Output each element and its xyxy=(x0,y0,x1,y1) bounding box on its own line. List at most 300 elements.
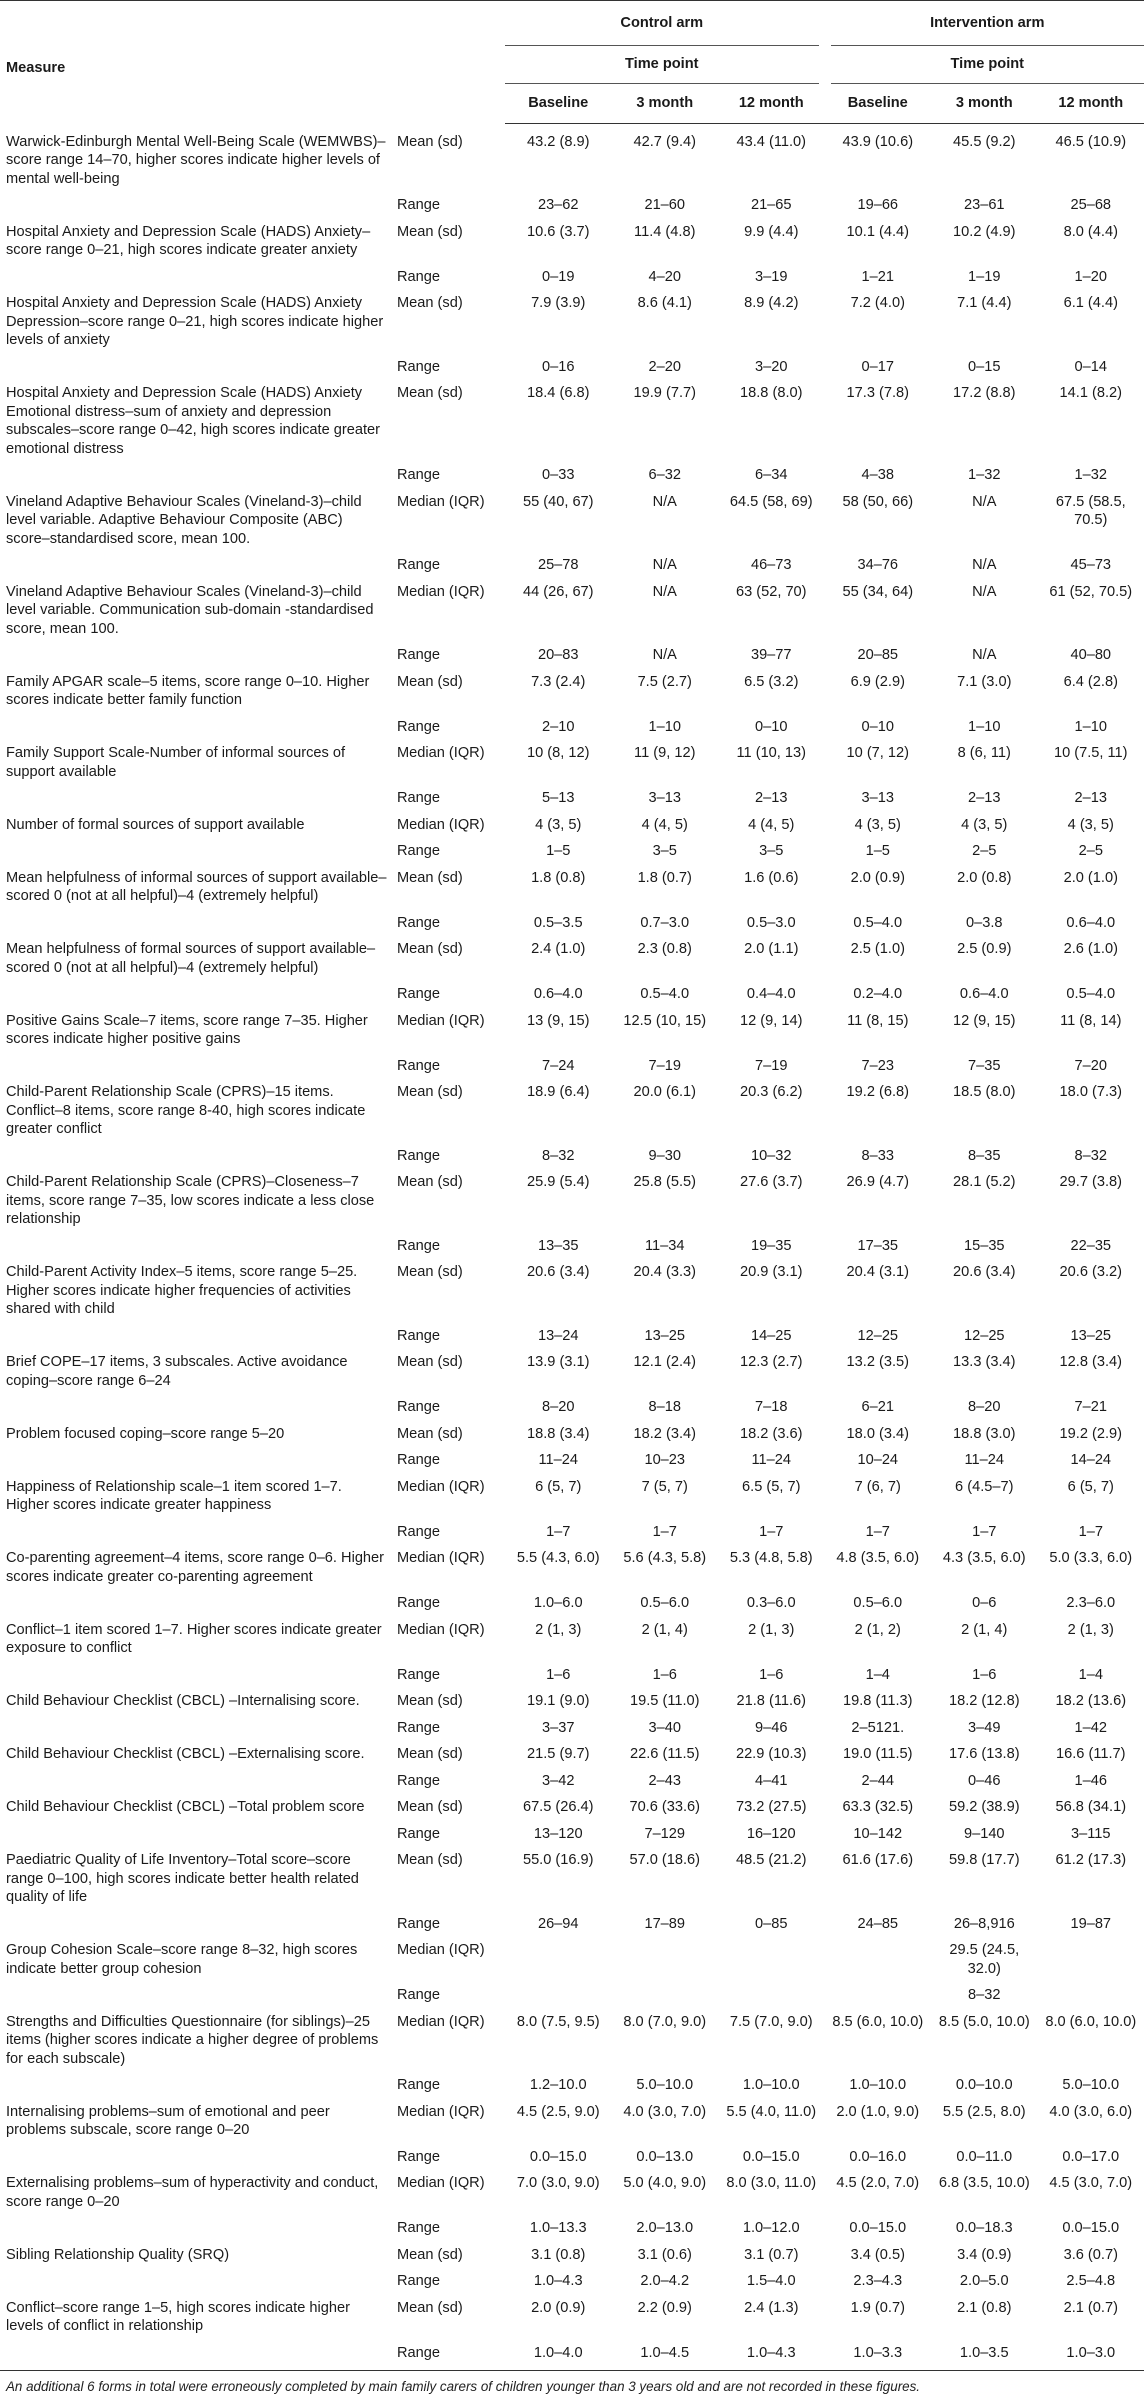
value-cell: 9–30 xyxy=(648,1147,681,1164)
value-cell: 0.0–10.0 xyxy=(955,2077,1013,2093)
table-row xyxy=(0,264,1144,291)
measure-cell xyxy=(0,785,395,812)
intervention-time-point-label: Time point xyxy=(831,46,1144,84)
value-cell: 19.2 (2.9) xyxy=(1059,1425,1122,1442)
statistic-cell: Range xyxy=(397,557,441,573)
value-cell: 2–5 xyxy=(1078,843,1103,859)
value-cell: 2.3–6.0 xyxy=(1066,1595,1116,1611)
header-control-12month: 12 month xyxy=(718,84,825,124)
value-cell: 0–14 xyxy=(1074,358,1107,375)
value-cell: 1–10 xyxy=(968,718,1001,735)
table-row xyxy=(0,2170,1144,2215)
value-cell: 16–120 xyxy=(746,1825,796,1842)
value-cell: 1.0–10.0 xyxy=(849,2077,907,2093)
statistic-cell: Range xyxy=(397,1666,441,1683)
header-intervention-time-point xyxy=(825,46,1144,84)
value-cell: 1–6 xyxy=(652,1666,677,1683)
statistic-cell: Range xyxy=(397,2273,441,2289)
value-cell: N/A xyxy=(972,493,997,510)
value-cell: 0.0–15.0 xyxy=(529,2148,587,2165)
value-cell: 19–66 xyxy=(857,197,899,213)
value-cell: 1.0–3.5 xyxy=(931,2340,1038,2371)
value-cell: 9–140 xyxy=(963,1825,1005,1842)
value-cell: 73.2 (27.5) xyxy=(735,1799,807,1815)
statistic-cell: Median (IQR) xyxy=(397,745,485,761)
value-cell: 2–13 xyxy=(968,790,1001,806)
value-cell: 12–25 xyxy=(857,1327,899,1344)
value-cell: 42.7 (9.4) xyxy=(633,134,696,150)
value-cell: 8 (6, 11) xyxy=(957,745,1011,761)
table-row xyxy=(0,1821,1144,1848)
value-cell: 2–10 xyxy=(542,718,575,735)
statistic-cell: Mean (sd) xyxy=(397,1799,463,1815)
measure-cell xyxy=(0,1233,395,1260)
value-cell: 0.0–18.3 xyxy=(955,2220,1013,2236)
statistic-cell: Median (IQR) xyxy=(397,493,485,510)
statistic-cell: Range xyxy=(397,986,441,1002)
statistic-cell: Range xyxy=(397,1237,441,1254)
table-row xyxy=(0,714,1144,741)
value-cell: 4.0 (3.0, 7.0) xyxy=(623,2103,707,2120)
table-row xyxy=(0,354,1144,381)
value-cell: 17–35 xyxy=(857,1237,899,1254)
table-row xyxy=(0,1079,1144,1143)
value-cell: 10 (7, 12) xyxy=(846,745,909,761)
value-cell: 2–5 xyxy=(972,843,997,859)
table-row xyxy=(0,1662,1144,1689)
value-cell: 2 (1, 4) xyxy=(641,1621,688,1638)
value-cell: 1.0–10.0 xyxy=(742,2077,800,2093)
value-cell: 8.0 (3.0, 11.0) xyxy=(726,2175,817,2191)
value-cell: 24–85 xyxy=(857,1915,899,1932)
statistic-cell: Mean (sd) xyxy=(397,673,463,690)
statistic-cell: Median (IQR) xyxy=(397,583,485,600)
value-cell: N/A xyxy=(652,647,677,663)
value-cell: N/A xyxy=(652,493,677,510)
table-row xyxy=(0,462,1144,489)
value-cell: 3.4 (0.9) xyxy=(957,2246,1012,2263)
measure-cell xyxy=(0,552,395,579)
value-cell: 12.8 (3.4) xyxy=(1059,1354,1122,1370)
statistic-cell: Range xyxy=(397,1987,441,2003)
measure-cell xyxy=(0,1394,395,1421)
table-row xyxy=(0,1519,1144,1546)
table-row xyxy=(0,2340,1144,2371)
value-cell: 5.0–10.0 xyxy=(636,2077,694,2093)
value-cell: 2.1 (0.8) xyxy=(957,2299,1012,2316)
table-row xyxy=(0,489,1144,553)
value-cell: 13.3 (3.4) xyxy=(953,1354,1016,1370)
value-cell: 20.4 (3.3) xyxy=(633,1264,696,1280)
value-cell: 13–24 xyxy=(537,1327,579,1344)
value-cell: 2.0–4.2 xyxy=(640,2273,690,2289)
measure-cell xyxy=(0,1323,395,1350)
header-intervention-3month: 3 month xyxy=(931,84,1038,124)
measure-cell xyxy=(0,192,395,219)
measure-cell: Happiness of Relationship scale–1 item scored 1–7. Higher scores indicate greater happiness xyxy=(6,1478,342,1513)
value-cell xyxy=(825,1982,932,2009)
statistic-cell: Mean (sd) xyxy=(397,1746,463,1762)
statistic-cell: Range xyxy=(397,1772,441,1789)
measure-cell xyxy=(0,1662,395,1689)
statistic-cell: Range xyxy=(397,2220,441,2236)
value-cell: 3–37 xyxy=(542,1719,575,1736)
value-cell: 18.2 (13.6) xyxy=(1055,1693,1127,1709)
value-cell: 2.5 (1.0) xyxy=(850,941,905,957)
value-cell: 8.5 (5.0, 10.0) xyxy=(938,2013,1030,2030)
value-cell: 2.4 (1.3) xyxy=(744,2299,799,2316)
value-cell: 43.2 (8.9) xyxy=(527,134,590,150)
value-cell: 0.5–3.0 xyxy=(746,914,796,931)
value-cell: 18.2 (3.4) xyxy=(633,1425,696,1442)
value-cell: 13–120 xyxy=(533,1825,583,1842)
statistic-cell: Range xyxy=(397,467,441,483)
statistic-cell: Mean (sd) xyxy=(397,869,463,886)
measure-cell: Hospital Anxiety and Depression Scale (HADS) Anxiety Emotional distress–sum of anxiety and depression subscales–score range 0–42, high scores indicate greater emotional distress xyxy=(6,385,380,457)
value-cell: 25–78 xyxy=(537,557,579,573)
measure-cell xyxy=(0,838,395,865)
value-cell: 2.6 (1.0) xyxy=(1063,941,1118,957)
value-cell: 9.9 (4.4) xyxy=(744,223,799,240)
value-cell: 5.3 (4.8, 5.8) xyxy=(729,1550,813,1566)
value-cell: 4.5 (2.0, 7.0) xyxy=(836,2175,920,2191)
value-cell: 7–19 xyxy=(755,1057,788,1074)
value-cell xyxy=(505,1937,612,1982)
value-cell: 12.1 (2.4) xyxy=(633,1354,696,1370)
value-cell: 3–13 xyxy=(648,790,681,806)
value-cell: 21–65 xyxy=(750,197,792,213)
value-cell: 12 (9, 15) xyxy=(953,1012,1016,1029)
value-cell: 19.5 (11.0) xyxy=(630,1693,700,1709)
value-cell: N/A xyxy=(652,557,677,573)
value-cell: 1.0–6.0 xyxy=(533,1595,583,1611)
value-cell: 43.9 (10.6) xyxy=(842,134,914,150)
value-cell: 1.0–4.3 xyxy=(718,2340,825,2371)
value-cell: 25–68 xyxy=(1070,197,1112,213)
value-cell xyxy=(718,1982,825,2009)
value-cell: 13 (9, 15) xyxy=(527,1012,590,1029)
value-cell: 2.2 (0.9) xyxy=(637,2299,692,2316)
table-body xyxy=(0,124,1144,2371)
statistic-cell: Median (IQR) xyxy=(397,816,485,833)
statistic-cell: Median (IQR) xyxy=(397,2013,485,2030)
table-row xyxy=(0,1394,1144,1421)
value-cell: 5.5 (2.5, 8.0) xyxy=(942,2103,1026,2120)
value-cell: 4 (3, 5) xyxy=(961,816,1008,833)
value-cell: 18.0 (7.3) xyxy=(1059,1084,1122,1100)
value-cell: 2.3–4.3 xyxy=(853,2273,903,2289)
value-cell: 4.5 (3.0, 7.0) xyxy=(1049,2175,1133,2191)
value-cell: 70.6 (33.6) xyxy=(629,1799,701,1815)
value-cell: 4 (3, 5) xyxy=(535,816,582,833)
statistic-cell: Range xyxy=(397,843,441,859)
value-cell: 1–5 xyxy=(865,843,890,859)
table-row xyxy=(0,1688,1144,1715)
value-cell: 2.0 (1.1) xyxy=(744,941,799,957)
statistic-cell: Range xyxy=(397,2148,441,2165)
value-cell: 14.1 (8.2) xyxy=(1059,385,1122,401)
value-cell: 34–76 xyxy=(857,557,899,573)
table-row xyxy=(0,2009,1144,2073)
value-cell: 20.0 (6.1) xyxy=(633,1084,696,1100)
value-cell: 25.8 (5.5) xyxy=(633,1174,696,1190)
table-row xyxy=(0,2144,1144,2171)
value-cell: 11–24 xyxy=(538,1452,578,1468)
value-cell: 2–13 xyxy=(755,790,788,806)
table-header xyxy=(0,1,1144,124)
statistic-cell: Range xyxy=(395,2340,505,2371)
value-cell: 13.2 (3.5) xyxy=(846,1354,909,1370)
value-cell: 7.5 (2.7) xyxy=(637,673,692,690)
value-cell: 43.4 (11.0) xyxy=(736,134,806,150)
value-cell: 1.0–4.3 xyxy=(533,2273,583,2289)
measure-cell xyxy=(0,1911,395,1938)
value-cell: 7.1 (3.0) xyxy=(957,673,1012,690)
measure-cell: Co-parenting agreement–4 items, score range 0–6. Higher scores indicate greater co-parenting agreement xyxy=(6,1550,385,1585)
value-cell: 45–73 xyxy=(1070,557,1112,573)
value-cell: 1–10 xyxy=(1074,718,1107,735)
value-cell: 1–20 xyxy=(1074,268,1107,285)
value-cell: 26–8,916 xyxy=(953,1915,1015,1932)
value-cell: 7.3 (2.4) xyxy=(531,673,586,690)
value-cell: 17.6 (13.8) xyxy=(948,1746,1020,1762)
measure-cell xyxy=(0,264,395,291)
header-measure: Measure xyxy=(0,1,395,124)
value-cell: 7–129 xyxy=(644,1825,686,1842)
value-cell: 4–41 xyxy=(755,1772,788,1789)
value-cell: 20.3 (6.2) xyxy=(740,1084,803,1100)
value-cell: 6–34 xyxy=(755,467,788,483)
value-cell: 1–7 xyxy=(972,1523,997,1540)
statistic-cell: Mean (sd) xyxy=(397,1084,463,1100)
statistic-cell: Range xyxy=(397,1147,441,1164)
measure-cell: Hospital Anxiety and Depression Scale (HADS) Anxiety Depression–score range 0–21, high scores indicate higher levels of anxiety xyxy=(6,295,384,348)
statistic-cell: Range xyxy=(397,1719,441,1736)
measure-cell: Conflict–score range 1–5, high scores indicate higher levels of conflict in relationship xyxy=(6,2299,350,2334)
value-cell: 1–5 xyxy=(546,843,571,859)
value-cell: 57.0 (18.6) xyxy=(629,1852,701,1868)
value-cell: 14–25 xyxy=(750,1327,792,1344)
value-cell: 2 (1, 4) xyxy=(961,1621,1008,1638)
measure-cell xyxy=(0,2340,395,2371)
value-cell: 3–5 xyxy=(759,843,784,859)
value-cell: 0.6–4.0 xyxy=(959,986,1009,1002)
statistic-cell: Mean (sd) xyxy=(397,1354,463,1370)
value-cell: 12.3 (2.7) xyxy=(740,1354,803,1370)
value-cell: 1–46 xyxy=(1074,1772,1107,1789)
header-intervention-12month: 12 month xyxy=(1038,84,1144,124)
statistic-cell: Range xyxy=(397,358,441,375)
value-cell: 8.5 (6.0, 10.0) xyxy=(832,2013,924,2030)
statistic-cell: Range xyxy=(397,914,441,931)
value-cell: 63.3 (32.5) xyxy=(842,1799,914,1815)
value-cell: 3–5 xyxy=(652,843,677,859)
value-cell: 39–77 xyxy=(750,647,792,663)
value-cell: 44 (26, 67) xyxy=(522,583,594,600)
statistic-cell: Mean (sd) xyxy=(397,295,463,311)
value-cell: 5.0 (4.0, 9.0) xyxy=(623,2175,707,2191)
value-cell: 2.0–13.0 xyxy=(636,2220,694,2236)
table-row xyxy=(0,1349,1144,1394)
statistic-cell: Mean (sd) xyxy=(397,2299,463,2316)
value-cell: 11 (8, 14) xyxy=(1060,1012,1122,1029)
measure-cell: Hospital Anxiety and Depression Scale (HADS) Anxiety–score range 0–21, high scores indicate greater anxiety xyxy=(6,223,371,258)
value-cell: 3–42 xyxy=(542,1772,575,1789)
value-cell: 5.6 (4.3, 5.8) xyxy=(623,1550,707,1566)
value-cell xyxy=(505,1982,612,2009)
value-cell: 0.2–4.0 xyxy=(853,986,903,1002)
value-cell: 13–35 xyxy=(537,1237,579,1254)
value-cell: 3–19 xyxy=(755,268,788,285)
value-cell: 0–85 xyxy=(755,1915,788,1932)
value-cell: 28.1 (5.2) xyxy=(953,1174,1016,1190)
value-cell: 7–18 xyxy=(755,1399,788,1415)
value-cell: 25.9 (5.4) xyxy=(527,1174,590,1190)
table-row xyxy=(0,1053,1144,1080)
table-row xyxy=(0,1741,1144,1768)
measure-cell: Conflict–1 item scored 1–7. Higher scores indicate greater exposure to conflict xyxy=(6,1621,382,1656)
value-cell: 10–24 xyxy=(857,1452,899,1468)
value-cell: 45.5 (9.2) xyxy=(953,134,1016,150)
value-cell: 21–60 xyxy=(644,197,686,213)
value-cell: 59.2 (38.9) xyxy=(948,1799,1020,1815)
value-cell: 4.0 (3.0, 6.0) xyxy=(1049,2103,1133,2120)
measure-cell xyxy=(0,2144,395,2171)
value-cell: 7–24 xyxy=(542,1057,575,1074)
measure-cell xyxy=(0,1143,395,1170)
value-cell: 19.1 (9.0) xyxy=(527,1693,590,1709)
measure-cell xyxy=(0,981,395,1008)
value-cell: 20.6 (3.2) xyxy=(1059,1264,1122,1280)
value-cell: 67.5 (26.4) xyxy=(522,1799,594,1815)
value-cell: 7–23 xyxy=(861,1057,894,1074)
measure-cell: Warwick-Edinburgh Mental Well-Being Scale (WEMWBS)–score range 14–70, higher scores indicate higher levels of mental well-being xyxy=(6,133,386,187)
header-intervention-arm xyxy=(825,1,1144,47)
value-cell: 10–32 xyxy=(750,1147,792,1164)
value-cell: 22–35 xyxy=(1070,1237,1112,1254)
value-cell: 0–16 xyxy=(542,358,575,375)
value-cell: 0–6 xyxy=(972,1595,997,1611)
value-cell: 19–87 xyxy=(1070,1915,1112,1932)
value-cell: 11–24 xyxy=(964,1452,1005,1468)
measure-cell: Family Support Scale-Number of informal sources of support available xyxy=(6,745,346,780)
value-cell: 8.9 (4.2) xyxy=(744,295,799,311)
value-cell: 7 (5, 7) xyxy=(641,1478,688,1495)
value-cell: 0.5–6.0 xyxy=(640,1595,690,1611)
value-cell: 1–4 xyxy=(1078,1666,1103,1683)
statistic-cell: Range xyxy=(397,1825,441,1842)
value-cell: 5.0 (3.3, 6.0) xyxy=(1049,1550,1133,1566)
value-cell xyxy=(1038,1982,1144,2009)
value-cell: 18.5 (8.0) xyxy=(953,1084,1016,1100)
value-cell: 7–35 xyxy=(968,1057,1001,1074)
table-row xyxy=(0,192,1144,219)
value-cell: 2–43 xyxy=(648,1772,681,1789)
statistic-cell: Mean (sd) xyxy=(397,385,463,401)
value-cell: 64.5 (58, 69) xyxy=(729,493,813,510)
measure-cell xyxy=(0,2072,395,2099)
measure-cell: Problem focused coping–score range 5–20 xyxy=(6,1425,285,1442)
value-cell: 3.1 (0.7) xyxy=(744,2246,799,2263)
value-cell: 1–19 xyxy=(968,268,1001,285)
statistic-cell: Mean (sd) xyxy=(397,1264,463,1280)
measure-cell: Child Behaviour Checklist (CBCL) –Externalising score. xyxy=(6,1746,365,1762)
value-cell: 10.2 (4.9) xyxy=(953,223,1016,240)
value-cell: 10.1 (4.4) xyxy=(846,223,909,240)
value-cell: 27.6 (3.7) xyxy=(740,1174,803,1190)
value-cell: 48.5 (21.2) xyxy=(735,1852,807,1868)
statistic-cell: Range xyxy=(397,1399,441,1415)
statistic-cell: Median (IQR) xyxy=(397,1550,485,1566)
measure-cell: Vineland Adaptive Behaviour Scales (Vineland-3)–child level variable. Communication sub-domain -standardised score, mean 100. xyxy=(6,583,374,637)
value-cell: 1.6 (0.6) xyxy=(744,869,799,886)
measure-cell: Child-Parent Relationship Scale (CPRS)–15 items. Conflict–8 items, score range 8-40, high scores indicate greater conflict xyxy=(6,1084,366,1137)
value-cell: 1–32 xyxy=(968,467,1001,483)
value-cell: 1.9 (0.7) xyxy=(850,2299,905,2316)
table-footnote: An additional 6 forms in total were erroneously completed by main family carers of children younger than 3 years old and are not recorded in these figures. xyxy=(6,2379,921,2394)
value-cell: N/A xyxy=(972,583,997,600)
value-cell: 3–40 xyxy=(648,1719,681,1736)
value-cell: 1–6 xyxy=(759,1666,784,1683)
measure-cell xyxy=(0,1768,395,1795)
value-cell: 12–25 xyxy=(963,1327,1005,1344)
value-cell: 1–4 xyxy=(865,1666,890,1683)
value-cell: 18.2 (12.8) xyxy=(948,1693,1020,1709)
value-cell: 8.0 (4.4) xyxy=(1063,223,1118,240)
statistic-cell: Median (IQR) xyxy=(397,2175,485,2191)
intervention-arm-label: Intervention arm xyxy=(831,1,1144,46)
value-cell: 0.5–4.0 xyxy=(853,914,903,931)
value-cell: 20.4 (3.1) xyxy=(846,1264,909,1280)
value-cell: 0–3.8 xyxy=(966,914,1003,931)
value-cell: 3.1 (0.6) xyxy=(637,2246,692,2263)
table-row xyxy=(0,1847,1144,1911)
value-cell: 2.4 (1.0) xyxy=(531,941,586,957)
statistic-cell: Range xyxy=(397,790,441,806)
value-cell: 2.0 (1.0) xyxy=(1063,869,1118,886)
value-cell: 0.5–4.0 xyxy=(1066,986,1116,1002)
value-cell: 9–46 xyxy=(755,1719,788,1736)
measure-cell: Mean helpfulness of formal sources of support available–scored 0 (not at all helpful)–4 (extremely helpful) xyxy=(6,941,376,976)
header-control-arm xyxy=(505,1,825,47)
value-cell: 1.0–4.5 xyxy=(612,2340,719,2371)
value-cell: 10.6 (3.7) xyxy=(527,223,590,240)
measure-cell xyxy=(0,714,395,741)
statistic-cell: Range xyxy=(397,1523,441,1540)
value-cell: 0.0–15.0 xyxy=(742,2148,800,2165)
value-cell: 3–20 xyxy=(755,358,788,375)
value-cell: 23–62 xyxy=(537,197,579,213)
statistic-cell: Range xyxy=(397,1057,441,1074)
table-row xyxy=(0,1545,1144,1590)
value-cell: 26–94 xyxy=(537,1915,579,1932)
table-row xyxy=(0,1911,1144,1938)
table-row xyxy=(0,552,1144,579)
measure-cell xyxy=(0,1590,395,1617)
value-cell: 61.2 (17.3) xyxy=(1055,1852,1127,1868)
header-control-time-point xyxy=(505,46,825,84)
statistic-cell: Range xyxy=(397,2077,441,2093)
value-cell: N/A xyxy=(652,583,677,600)
table-row xyxy=(0,2268,1144,2295)
value-cell: 7–21 xyxy=(1074,1399,1107,1415)
value-cell: 4.3 (3.5, 6.0) xyxy=(942,1550,1026,1566)
value-cell: 2 (1, 3) xyxy=(1067,1621,1114,1638)
value-cell: 61 (52, 70.5) xyxy=(1049,583,1133,600)
control-time-point-label: Time point xyxy=(505,46,819,84)
measure-cell xyxy=(0,642,395,669)
value-cell: 6.5 (5, 7) xyxy=(742,1478,801,1495)
